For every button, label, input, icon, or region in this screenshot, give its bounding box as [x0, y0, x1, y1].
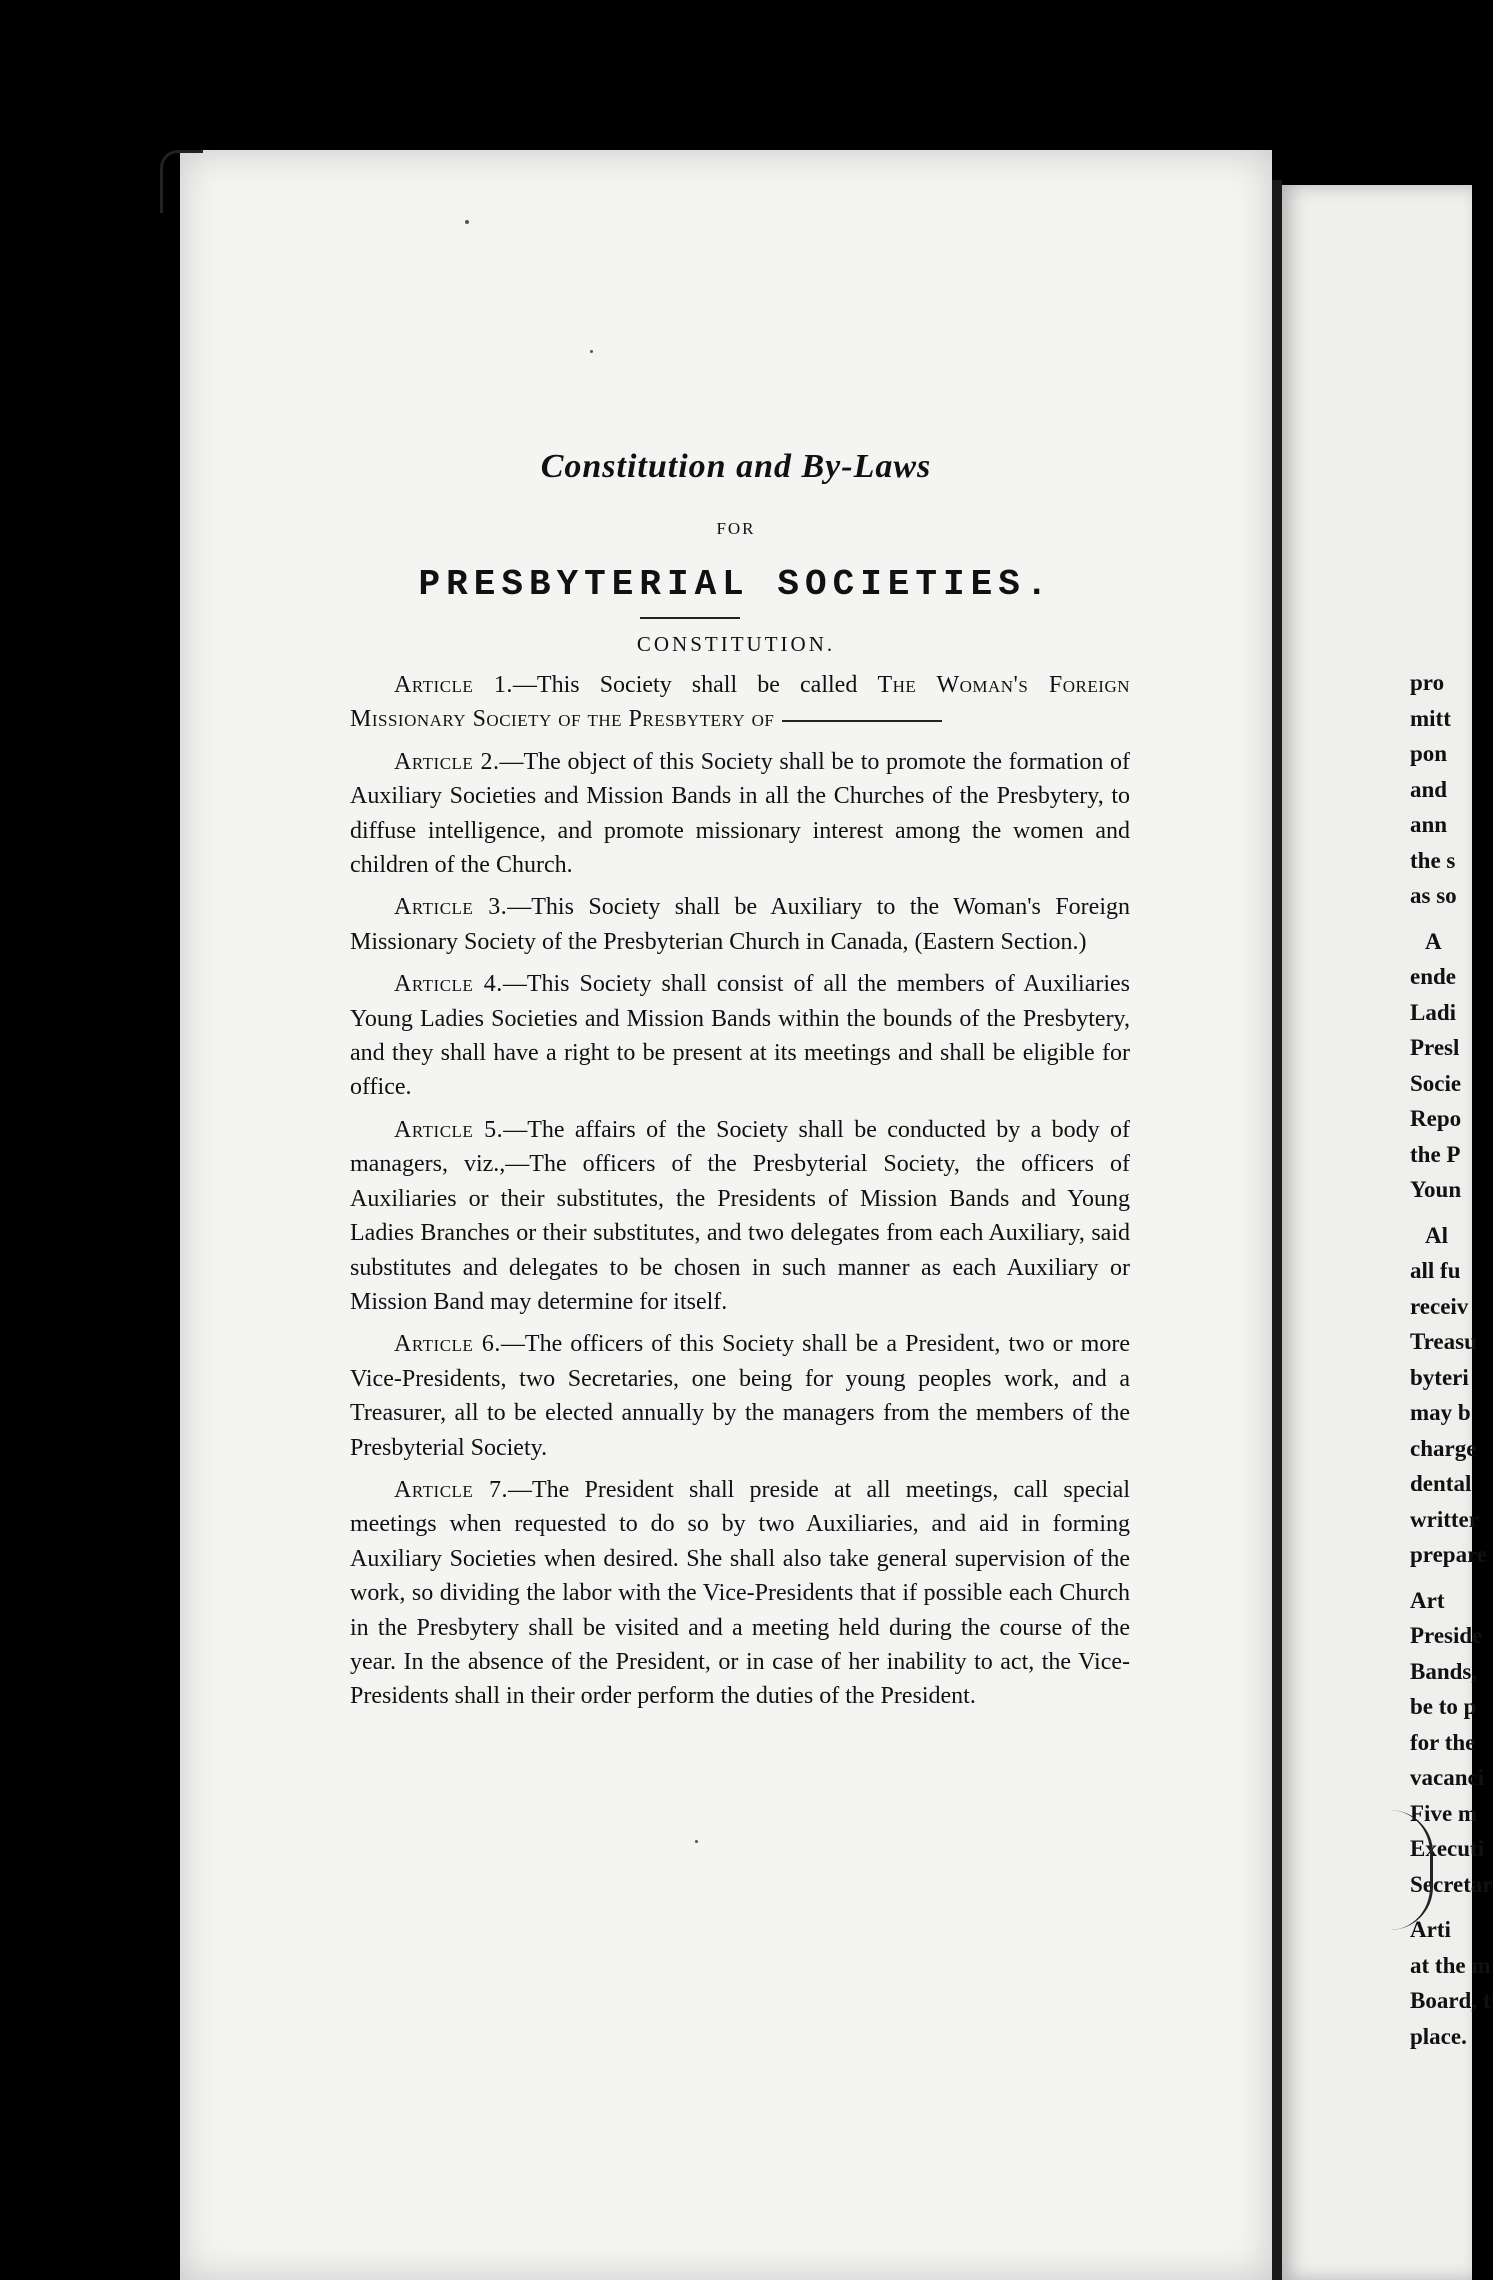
right-page-fragment-line: pon [1410, 741, 1448, 766]
right-page-fragment-line: at the m [1410, 1952, 1491, 1978]
article-2 [350, 745, 1130, 883]
right-page-text-fragments [1282, 665, 1493, 2054]
right-page-fragment-line: charge [1410, 1435, 1477, 1461]
right-page-fragment-line: Five m [1410, 1800, 1478, 1826]
right-page-fragment-line: byteri [1410, 1364, 1469, 1390]
article-label: Article 3. [394, 894, 508, 921]
article-text: —This Society shall consist of all the members of Auxiliaries Young Ladies Societies and Mission Bands within the bounds of the Presbytery, and they shall have a right to be present at its meetings and shall be eligible for office. [350, 971, 1131, 1101]
article-7 [350, 1473, 1130, 1714]
right-page-fragment-line: Bands, [1410, 1658, 1478, 1684]
right-page-fragment-line: the P [1410, 1141, 1461, 1167]
right-page-fragment-line: dental [1410, 1471, 1472, 1496]
right-page-fragment-line: and [1410, 776, 1448, 802]
article-label: Article 6. [394, 1331, 501, 1358]
article-4 [350, 967, 1130, 1105]
right-page-fragment-line: receiv [1410, 1293, 1469, 1319]
paper-speck [465, 220, 469, 224]
right-page-fragment-line: Board, t [1410, 1988, 1491, 2013]
right-page-fragment-line: for the [1410, 1729, 1476, 1755]
right-page-fragment-line: Youn [1410, 1177, 1462, 1202]
right-page [1282, 185, 1493, 2280]
right-page-fragment-line: Ladi [1410, 999, 1457, 1025]
right-page-fragment-line: pro [1410, 670, 1445, 695]
right-page-fragment-line: place. [1410, 2023, 1467, 2049]
article-label: Article 1. [394, 672, 513, 698]
right-page-fragment-line: as so [1410, 883, 1457, 908]
right-page-fragment-line: Arti [1410, 1917, 1451, 1942]
right-page-fragment-line: mitt [1410, 705, 1451, 731]
right-page-fragment-line: Repo [1410, 1106, 1462, 1131]
right-page-fragment-line: writter [1410, 1506, 1479, 1532]
right-page-fragment-line: Art [1410, 1587, 1445, 1613]
book-gutter [1272, 180, 1282, 2280]
right-page-fragment-line: Preside [1410, 1623, 1483, 1648]
right-page-fragment-line: Presl [1410, 1035, 1460, 1060]
document-heading: PRESBYTERIAL SOCIETIES. [418, 564, 1054, 605]
right-page-fragment-line: all fu [1410, 1258, 1461, 1283]
right-page-fragment-line: Al [1425, 1222, 1448, 1248]
right-page-fragment-line: Executi [1410, 1836, 1485, 1861]
for-line: FOR [716, 519, 756, 538]
article-label: Article 7. [394, 1476, 508, 1503]
right-page-fragment-line: be to p [1410, 1694, 1477, 1719]
articles-body [350, 668, 1130, 1722]
section-heading: CONSTITUTION. [636, 632, 836, 656]
right-page-fragment-line: Secretar [1410, 1871, 1493, 1897]
paper-speck [590, 350, 593, 353]
article-text: —The President shall preside at all meetings, call special meetings when requested to do so by two Auxiliaries, and aid in forming Auxiliary Societies when desired. She shall also take general supervision of the work, so dividing the labor with the Vice-Presidents that if possible each Church in the Presbytery shall be visited and a meeting held during the course of the year. In the absence of the President, or in case of her inability to act, the Vice-Presidents shall in their order perform the duties of the President. [350, 1476, 1130, 1710]
article-text: —The object of this Society shall be to promote the formation of Auxiliary Societies and Mission Bands in all the Churches of the Presbytery, to diffuse intelligence, and promote missionary interest among the women and children of the Church. [350, 748, 1130, 879]
right-page-fragment-line: prepare [1410, 1542, 1488, 1567]
right-page-fragment-line: may b [1410, 1400, 1471, 1425]
article-text: —This Society shall be Auxiliary to the Woman's Foreign Missionary Society of the Presbyterian Church in Canada, (Eastern Section.) [350, 894, 1130, 955]
article-text: —The affairs of the Society shall be conducted by a body of managers, viz.,—The officers of the Presbyterial Society, the officers of Auxiliaries or their substitutes, the Presidents of Mission Bands and Young Ladies Branches or their substitutes, and two delegates from each Auxiliary, said substitutes and delegates to be chosen in such manner as each Auxiliary or Mission Band may determine for itself. [350, 1116, 1131, 1315]
article-6 [350, 1327, 1130, 1465]
article-label: Article 5. [394, 1116, 504, 1143]
right-page-fragment-line: ann [1410, 812, 1448, 837]
right-page-fragment-line: vacanci [1410, 1765, 1485, 1790]
page-corner-curl [160, 150, 203, 213]
paper-speck [695, 1840, 698, 1843]
right-page-fragment-line: the s [1410, 847, 1456, 873]
article-text: —The officers of this Society shall be a President, two or more Vice-Presidents, two Secretaries, one being for young peoples work, and a Treasurer, all to be elected annually by the managers from the members of the Presbyterial Society. [350, 1331, 1130, 1461]
article-5 [350, 1113, 1130, 1319]
right-page-fragment-line: Socie [1410, 1070, 1462, 1096]
article-label: Article 2. [394, 748, 500, 775]
right-page-fragment-line: Treasu [1410, 1329, 1477, 1354]
article-label: Article 4. [394, 971, 503, 998]
article-3 [350, 890, 1130, 959]
right-page-fragment-line: A [1425, 928, 1442, 954]
document-title: Constitution and By-Laws [540, 448, 932, 485]
society-name: The Woman's Foreign Missionary Society of the Presbytery of [350, 672, 1130, 733]
blank-line [782, 720, 942, 722]
article-1 [350, 668, 1130, 737]
article-text: —This Society shall be called [512, 672, 878, 698]
heading-rule [640, 617, 740, 619]
right-page-fragment-line: ende [1410, 964, 1456, 989]
